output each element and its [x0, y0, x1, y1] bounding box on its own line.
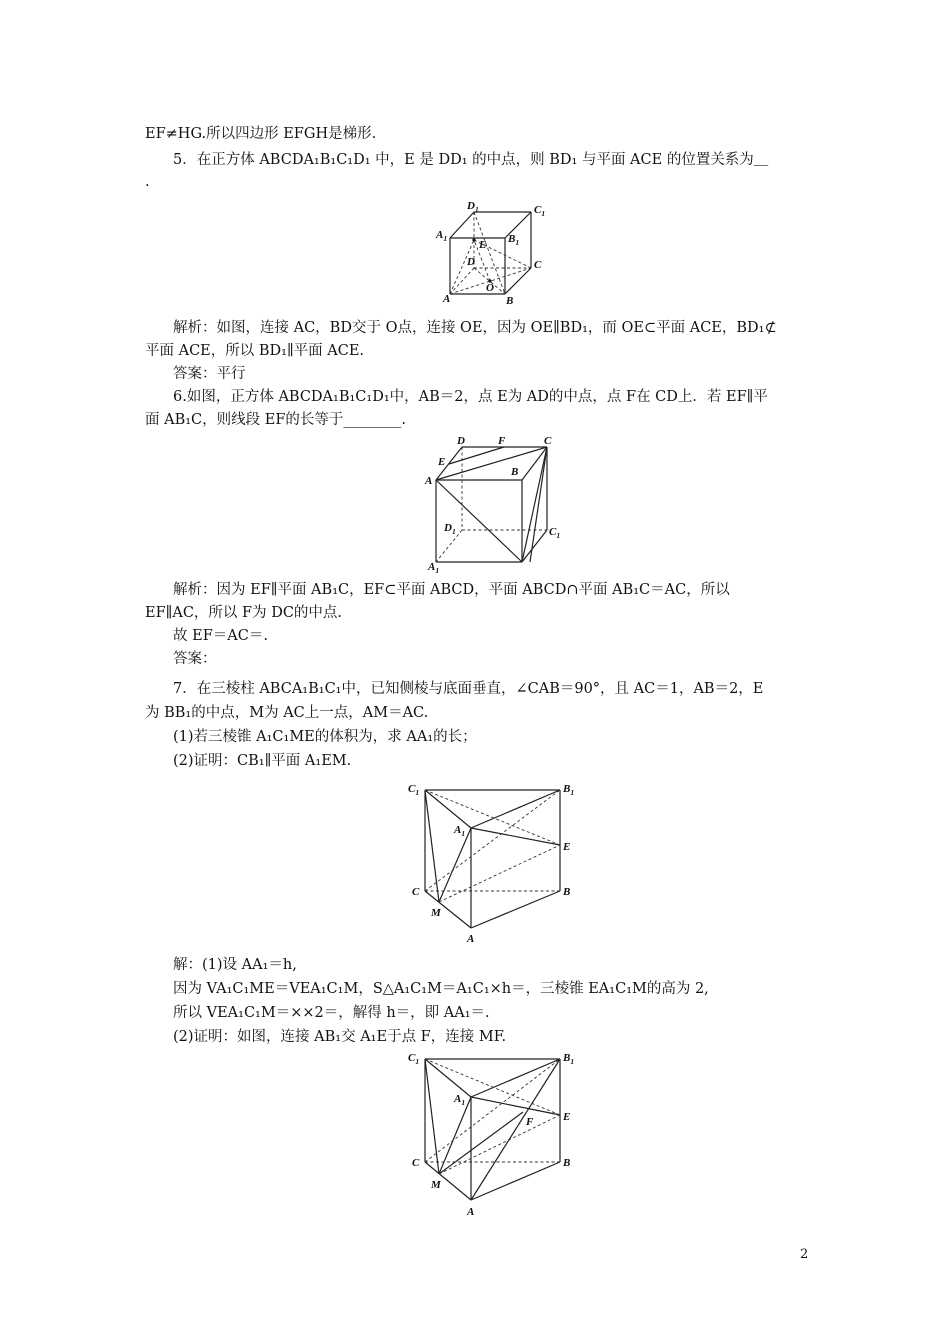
text-line-4: 解析：如图，连接 AC，BD交于 O点，连接 OE，因为 OE∥BD₁，而 OE⊂平面 ACE，BD₁⊄ — [173, 320, 777, 336]
text-line-15: (1)若三棱锥 A₁C₁ME的体积为，求 AA₁的长； — [173, 729, 477, 745]
label-O: O — [486, 282, 494, 294]
label-B: B — [506, 295, 514, 306]
label-C: C — [412, 886, 420, 898]
label-B: B — [563, 886, 571, 898]
label-E: E — [563, 1111, 571, 1123]
prism-4-edges — [425, 1059, 560, 1200]
text-line-5: 平面 ACE，所以 BD₁∥平面 ACE. — [145, 343, 365, 359]
text-line-6: 答案：平行 — [173, 366, 246, 382]
label-D1: $D_1$ — [444, 522, 456, 536]
text-line-18: 因为 VA₁C₁ME＝VEA₁C₁M，S△A₁C₁M＝A₁C₁×h＝，三棱锥 EA₁C₁M的高为 2, — [173, 981, 709, 997]
label-M: M — [431, 1179, 441, 1191]
text-line-8: 面 AB₁C，则线段 EF的长等于________. — [145, 412, 407, 428]
text-line-3: . — [145, 174, 150, 190]
label-C: C — [544, 435, 552, 447]
label-D: D — [457, 435, 465, 447]
page-number: 2 — [800, 1247, 809, 1262]
label-M: M — [431, 907, 441, 919]
text-line-16: (2)证明：CB₁∥平面 A₁EM. — [173, 753, 352, 769]
label-E: E — [563, 841, 571, 853]
label-E: E — [438, 456, 446, 468]
text-line-14: 为 BB₁的中点，M为 AC上一点，AM＝AC. — [145, 705, 429, 721]
label-F: F — [498, 435, 506, 447]
label-B: B — [563, 1157, 571, 1169]
text-line-19: 所以 VEA₁C₁M＝××2＝，解得 h＝，即 AA₁＝. — [173, 1005, 490, 1021]
label-C1: $C_1$ — [534, 204, 546, 218]
text-line-1: EF≠HG.所以四边形 EFGH是梯形. — [145, 126, 377, 142]
prism-figure-4 — [405, 1045, 585, 1221]
label-B1: $B_1$ — [508, 233, 520, 247]
text-line-13: 7．在三棱柱 ABCA₁B₁C₁中，已知侧棱与底面垂直，∠CAB＝90°，且 AC＝1，AB＝2，E — [173, 681, 764, 697]
text-line-10: EF∥AC，所以 F为 DC的中点. — [145, 605, 343, 621]
cube-figure-1 — [430, 198, 560, 306]
prism-figure-3 — [405, 776, 585, 948]
text-line-20: (2)证明：如图，连接 AB₁交 A₁E于点 F，连接 MF. — [173, 1029, 507, 1045]
label-C1: $C_1$ — [549, 526, 561, 540]
text-line-7: 6.如图，正方体 ABCDA₁B₁C₁D₁中，AB＝2，点 E为 AD的中点，点 F在 CD上．若 EF∥平 — [173, 389, 768, 405]
label-E: E — [479, 239, 487, 251]
label-C: C — [412, 1157, 420, 1169]
label-B1: $B_1$ — [563, 1052, 575, 1066]
prism-3-edges — [425, 790, 560, 928]
text-line-9: 解析：因为 EF∥平面 AB₁C，EF⊂平面 ABCD，平面 ABCD∩平面 AB₁C＝AC，所以 — [173, 582, 730, 598]
text-line-17: 解：(1)设 AA₁＝h, — [173, 957, 297, 973]
label-A: A — [467, 1206, 475, 1218]
label-B: B — [511, 466, 519, 478]
label-D1: $D_1$ — [467, 200, 479, 214]
label-A: A — [467, 933, 475, 945]
label-B1: $B_1$ — [563, 783, 575, 797]
label-D: D — [467, 256, 475, 268]
text-line-11: 故 EF＝AC＝. — [173, 628, 268, 644]
label-A: A — [443, 293, 451, 305]
label-F: F — [526, 1116, 534, 1128]
label-C: C — [534, 259, 542, 271]
text-line-12: 答案： — [173, 651, 217, 667]
label-A1: $A_1$ — [454, 824, 466, 838]
label-A1: $A_1$ — [454, 1093, 466, 1107]
label-C1: $C_1$ — [408, 1052, 420, 1066]
label-A1: $A_1$ — [436, 229, 448, 243]
label-A1: $A_1$ — [428, 561, 440, 574]
label-A: A — [425, 475, 433, 487]
label-C1: $C_1$ — [408, 783, 420, 797]
cube-figure-2 — [422, 434, 562, 574]
cube-2-edges — [436, 447, 547, 562]
text-line-2: 5．在正方体 ABCDA₁B₁C₁D₁ 中，E 是 DD₁ 的中点，则 BD₁ 与平面 ACE 的位置关系为＿ — [173, 152, 769, 168]
